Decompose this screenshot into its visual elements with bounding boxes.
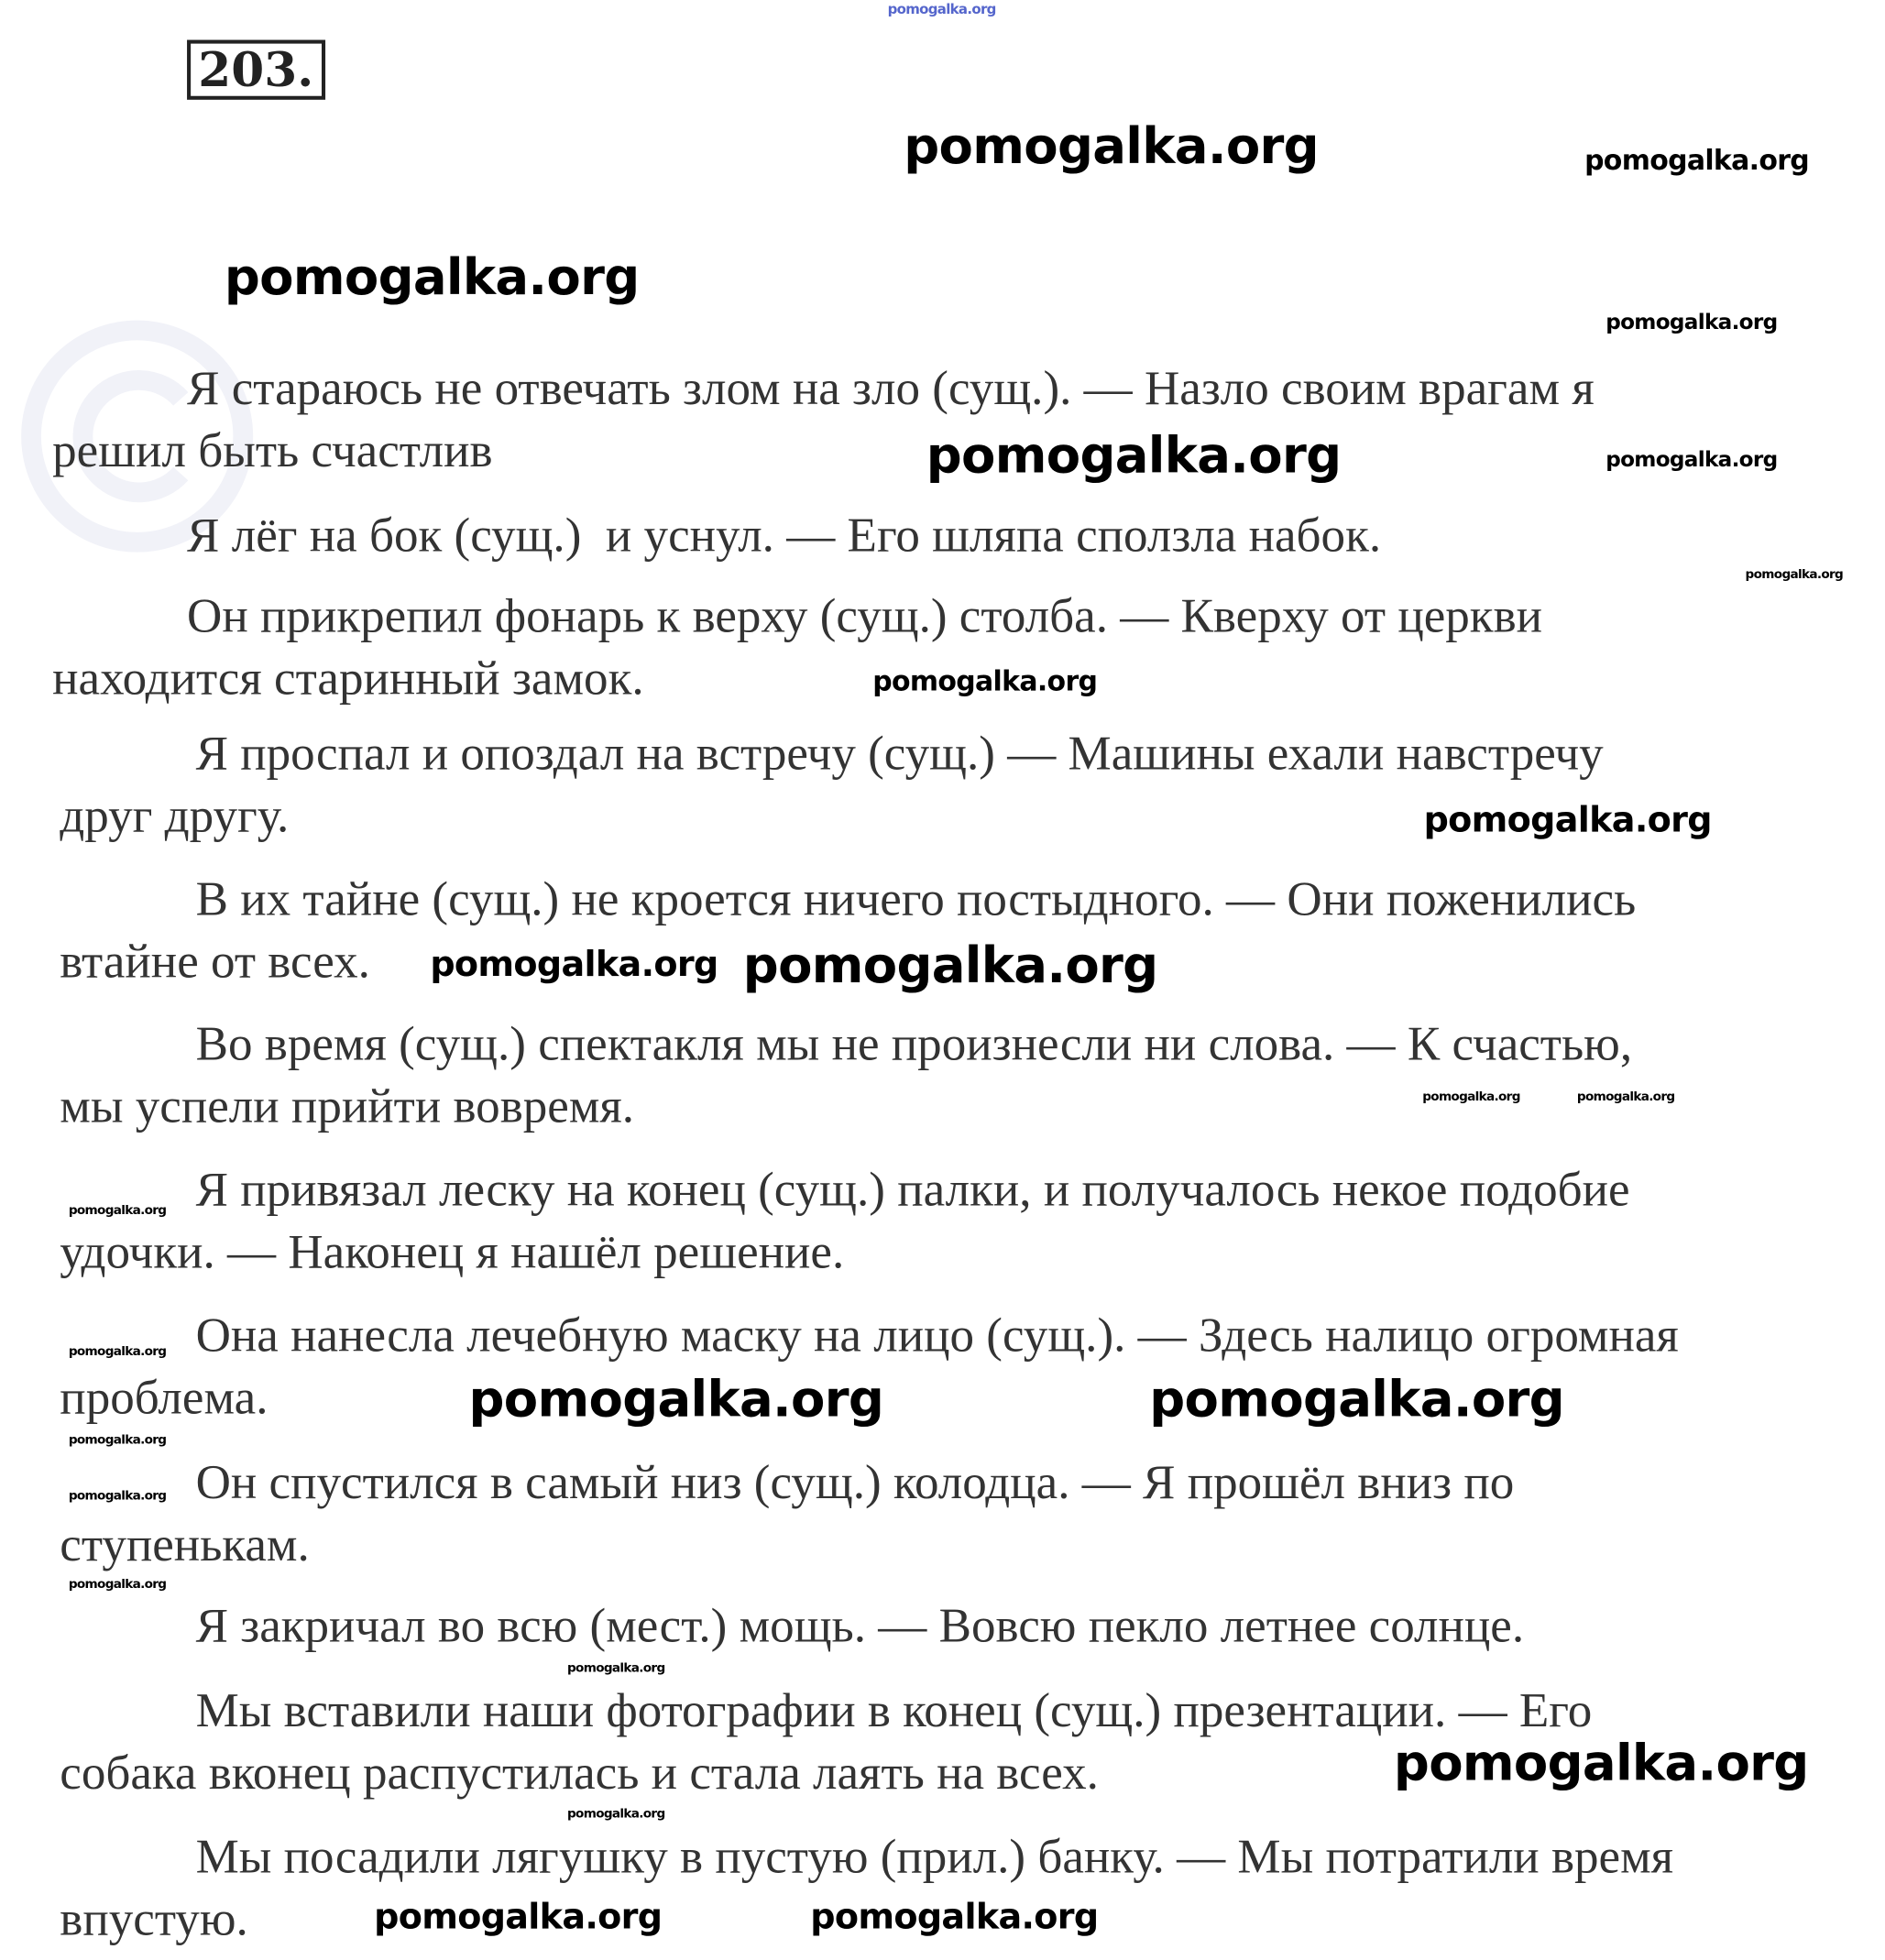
watermark: pomogalka.org xyxy=(1422,1090,1520,1105)
watermark: pomogalka.org xyxy=(68,1489,167,1504)
watermark: pomogalka.org xyxy=(1149,1371,1564,1429)
paragraph-line-2: впустую. xyxy=(60,1892,248,1946)
watermark: pomogalka.org xyxy=(872,666,1098,698)
watermark: pomogalka.org xyxy=(926,427,1342,486)
watermark: pomogalka.org xyxy=(68,1204,167,1219)
paragraph-line-1: Я закричал во всю (мест.) мощь. — Вовсю пекло летнее солнце. xyxy=(195,1599,1525,1653)
watermark-top: pomogalka.org xyxy=(887,1,996,18)
watermark: pomogalka.org xyxy=(1606,310,1778,335)
paragraph-line-2: мы успели прийти вовремя. xyxy=(60,1079,635,1133)
watermark: pomogalka.org xyxy=(224,249,640,307)
paragraph-line-1: Я привязал леску на конец (сущ.) палки, и получалось некое подобие xyxy=(195,1163,1630,1217)
watermark: pomogalka.org xyxy=(904,118,1319,176)
paragraph-line-1: Я лёг на бок (сущ.) и уснул. — Его шляпа сползла набок. xyxy=(187,509,1382,563)
watermark: pomogalka.org xyxy=(68,1344,167,1359)
watermark: pomogalka.org xyxy=(1606,447,1778,473)
watermark: pomogalka.org xyxy=(566,1807,665,1822)
exercise-number: 203. xyxy=(187,40,324,100)
watermark: pomogalka.org xyxy=(374,1896,663,1938)
watermark: pomogalka.org xyxy=(1393,1735,1809,1793)
watermark: pomogalka.org xyxy=(1423,799,1712,840)
watermark: pomogalka.org xyxy=(68,1578,167,1593)
watermark: pomogalka.org xyxy=(742,937,1158,995)
watermark: pomogalka.org xyxy=(1576,1090,1675,1105)
watermark: pomogalka.org xyxy=(810,1896,1099,1938)
paragraph-line-1: Я стараюсь не отвечать злом на зло (сущ.). — Назло своим врагам я xyxy=(187,361,1595,416)
paragraph-line-2: ступенькам. xyxy=(60,1517,310,1572)
watermark: pomogalka.org xyxy=(566,1661,665,1676)
paragraph-line-1: Он спустился в самый низ (сущ.) колодца. — Я прошёл вниз по xyxy=(195,1455,1515,1510)
paragraph-line-1: Она нанесла лечебную маску на лицо (сущ.). — Здесь налицо огромная xyxy=(195,1308,1679,1363)
paragraph-line-2: собака вконец распустилась и стала лаять на всех. xyxy=(60,1746,1099,1801)
paragraph-line-1: Мы посадили лягушку в пустую (прил.) банку. — Мы потратили время xyxy=(195,1830,1674,1884)
paragraph-line-2: втайне от всех. xyxy=(60,935,370,989)
paragraph-line-2: удочки. — Наконец я нашёл решение. xyxy=(60,1225,845,1279)
paragraph-line-2: находится старинный замок. xyxy=(52,652,644,706)
paragraph-line-1: Он прикрепил фонарь к верху (сущ.) столба. — Кверху от церкви xyxy=(187,589,1543,643)
paragraph-line-2: друг другу. xyxy=(60,789,290,843)
watermark: pomogalka.org xyxy=(1745,568,1844,583)
paragraph-line-2: решил быть счастлив xyxy=(52,423,493,478)
watermark: pomogalka.org xyxy=(68,1433,167,1448)
paragraph-line-2: проблема. xyxy=(60,1371,269,1425)
paragraph-line-1: Во время (сущ.) спектакля мы не произнесли ни слова. — К счастью, xyxy=(195,1017,1633,1071)
watermark: pomogalka.org xyxy=(468,1371,884,1429)
watermark: pomogalka.org xyxy=(1584,146,1810,178)
paragraph-line-1: Я проспал и опоздал на встречу (сущ.) — Машины ехали навстречу xyxy=(195,727,1604,781)
paragraph-line-1: Мы вставили наши фотографии в конец (сущ.) презентации. — Его xyxy=(195,1683,1593,1738)
watermark: pomogalka.org xyxy=(430,943,718,985)
paragraph-line-1: В их тайне (сущ.) не кроется ничего постыдного. — Они поженились xyxy=(195,872,1637,926)
